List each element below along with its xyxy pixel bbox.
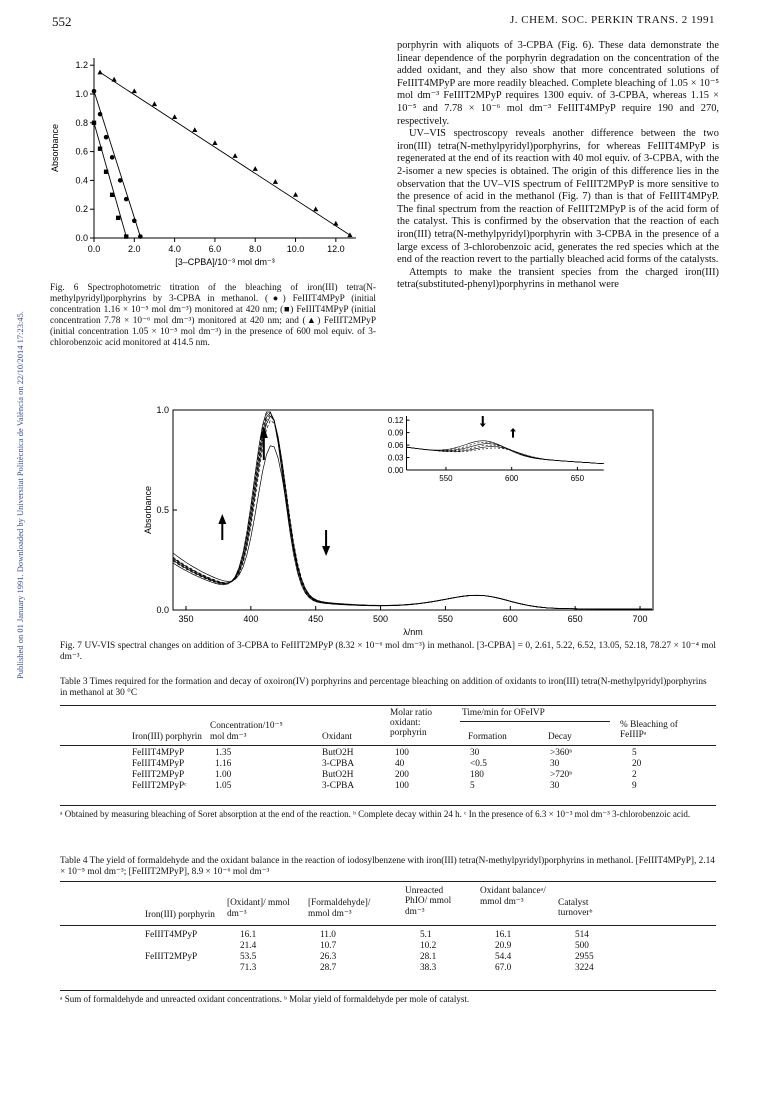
fig6-point-square [92, 121, 96, 125]
t4-h5: Catalyst turnoverᵇ [558, 898, 593, 918]
fig6-caption: Fig. 6 Spectrophotometric titration of the bleaching of iron(III) tetra(N-methylpyridyl)porphyrins by 3-CPBA in methanol. (●) FeIIIT4MPyP (initial concentration 1.16 × 10⁻⁵ mol dm⁻³) monitored at 420 nm; (■) FeIIIT4MPyP (initial concentration 7.78 × 10⁻⁶ mol dm⁻³) monitored at 420 nm; and (▲) FeIIIT2MPyP (initial concentration 1.05 × 10⁻⁵ mol dm⁻³) in the presence of 600 mol equiv. of 3-chlorobenzoic acid monitored at 414.5 nm. [50, 283, 376, 348]
fig6-point-triangle [232, 153, 237, 158]
fig6-xtick-label: 2.0 [128, 244, 141, 254]
table-cell: 1.05 [215, 781, 232, 791]
fig7-inset-arrow-up-head [510, 428, 516, 431]
table4 [60, 884, 716, 973]
fig7-inset-ytick-label: 0.12 [387, 416, 404, 426]
fig7-inset-spectrum-line [407, 447, 604, 464]
table-cell: 5 [632, 748, 637, 758]
fig6-ytick-label: 1.2 [75, 60, 88, 71]
table-cell: 26.3 [320, 952, 337, 962]
fig7-arrow-up-2-head [218, 514, 226, 524]
fig6-point-triangle [172, 114, 177, 119]
t4-h0: Iron(III) porphyrin [145, 910, 215, 920]
fig6-point-triangle [313, 206, 318, 211]
table-cell: 16.1 [495, 930, 512, 940]
table-cell: 9 [632, 781, 637, 791]
table-cell: 3-CPBA [322, 781, 355, 791]
table4-caption: Table 4 The yield of formaldehyde and the oxidant balance in the reaction of iodosylbenzene with iron(III) tetra(N-methylpyridyl)porphyrins in methanol. [FeIIIT4MPyP], 2.14 × 10⁻⁵ mol dm⁻³; [FeIIIT2MPyP], 8.9 × 10⁻⁶ mol dm⁻³ [60, 856, 715, 877]
table-cell: 40 [395, 759, 405, 769]
paragraph-1: porphyrin with aliquots of 3-CPBA (Fig. 6). These data demonstrate the linear dependence of the porphyrin degradation on the concentration of the added oxidant, and they also show that more concentrated solutions of FeIIIT4MPyP are more readily bleached. Complete bleaching of 1.05 × 10⁻⁵ mol dm⁻³ FeIIIT2MPyP requires 1300 equiv. of 3-CPBA, whereas 1.15 × 10⁻⁵ and 7.78 × 10⁻⁶ mol dm⁻³ FeIIIT4MPyP require 190 and 270, respectively. [397, 40, 719, 127]
fig7-inset-ytick-label: 0.09 [387, 428, 404, 438]
fig7-chart [100, 400, 700, 640]
fig6-ytick-label: 1.0 [75, 89, 88, 99]
table-cell: FeIIIT2MPyPᶜ [132, 781, 187, 791]
fig7-spectrum-line [173, 412, 652, 609]
table-cell: 30 [550, 781, 560, 791]
t4-h2: [Formaldehyde]/ mmol dm⁻³ [308, 898, 371, 919]
fig6-ytick-label: 0.0 [75, 233, 88, 243]
fig7-inset-spectrum-line [407, 442, 604, 464]
table-cell: 20.9 [495, 941, 512, 951]
fig6-point-triangle [97, 70, 102, 75]
table-cell: 28.7 [320, 963, 337, 973]
fig7-inset-arrow-down-head [480, 423, 486, 427]
t3-htime: Time/min for OFeIVP [462, 708, 545, 718]
fig7-ytick-label: 0.0 [156, 605, 169, 615]
fig6-xtick-label: 0.0 [87, 244, 101, 254]
fig7-xtick-label: 450 [308, 614, 324, 624]
table3-caption: Table 3 Times required for the formation and decay of oxoiron(IV) porphyrins and percentage bleaching on addition of oxidants to iron(III) tetra(N-methylpyridyl)porphyrins in methanol at 30 °C [60, 677, 707, 698]
fig7-inset-ytick-label: 0.00 [387, 466, 404, 475]
table-row [60, 748, 716, 759]
fig6-point-circle [118, 178, 123, 183]
table-row [60, 952, 716, 963]
fig7-arrow-up-head [260, 426, 268, 438]
fig6-point-circle [98, 112, 103, 117]
table-cell: 71.3 [240, 963, 257, 973]
fig6-point-square [104, 170, 108, 174]
fig6-ylabel: Absorbance [50, 123, 60, 173]
fig6-xtick-label: 4.0 [168, 244, 181, 254]
fig6-point-triangle [333, 221, 338, 226]
fig7-xlabel: λ/nm [403, 627, 423, 637]
fig7-plot-area [143, 405, 653, 637]
fig7-inset-xtick-label: 650 [570, 474, 585, 483]
fig7-xtick-label: 500 [373, 614, 389, 624]
fig7-inset-ytick-label: 0.06 [387, 441, 404, 451]
fig6-point-circle [124, 197, 129, 202]
table-row [60, 941, 716, 952]
table-cell: ButO2H [322, 748, 354, 758]
right-column-text [397, 40, 719, 292]
table-row [60, 963, 716, 974]
fig6-xtick-label: 8.0 [248, 244, 262, 254]
fig7-spectrum-line [173, 414, 652, 609]
fig6-ytick-label: 0.2 [75, 204, 88, 215]
table4-footnote: ᵃ Sum of formaldehyde and unreacted oxidant concentrations. ᵇ Molar yield of formaldehyde per mole of catalyst. [60, 994, 470, 1004]
paragraph-2: UV–VIS spectroscopy reveals another difference between the two iron(III) tetra(N-methylpyridyl)porphyrins, for whereas FeIIIT4MPyP is regenerated at the end of its reaction with 40 mol equiv. of 3-CPBA, with the 2-isomer a new species is obtained. The origin of this difference lies in the observation that the UV–VIS spectrum of FeIIIT2MPyP is more sensitive to the presence of acid in the methanol (Fig. 7) than is that of FeIIIT4MPyP. The final spectrum from the reaction of FeIIIT2MPyP is of the acid form of the catalyst. This is confirmed by the observation that the reaction of each iron(III) tetra(N-methylpyridyl)porphyrin with 3-CPBA in the presence of a large excess of 3-chlorobenzoic acid, generates the red species which at the end of the reaction revert to the partially bleached acid forms of the catalysts. [397, 128, 719, 266]
t4-h1: [Oxidant]/ mmol dm⁻³ [227, 898, 290, 919]
t4-h4: Oxidant balanceᵃ/ mmol dm⁻³ [480, 886, 546, 907]
table-row [60, 781, 716, 792]
table-cell: 16.1 [240, 930, 257, 940]
table-cell: FeIIIT4MPyP [145, 930, 198, 940]
table-row [60, 930, 716, 941]
table-cell: FeIIIT4MPyP [132, 748, 185, 758]
fig7-inset-spectrum-line [407, 447, 604, 464]
t3-h2: Oxidant [322, 732, 352, 742]
fig7-ytick-label: 1.0 [156, 405, 169, 415]
table-cell: 67.0 [495, 963, 512, 973]
fig7-xtick-label: 650 [567, 614, 583, 624]
fig6-point-triangle [152, 101, 157, 106]
table-cell: 100 [395, 781, 409, 791]
fig6-xlabel: [3–CPBA]/10⁻³ mol dm⁻³ [175, 257, 275, 267]
fig7-xtick-label: 400 [243, 614, 259, 624]
fig7-xtick-label: 700 [632, 614, 648, 624]
fig6-point-square [110, 193, 114, 197]
table-cell: 3-CPBA [322, 759, 355, 769]
table3-footnote: ᵃ Obtained by measuring bleaching of Soret absorption at the end of the reaction. ᵇ Complete decay within 24 h. ᶜ In the presence of 6.3 × 10⁻³ mol dm⁻³ 3-chlorobenzoic acid. [60, 809, 691, 819]
fig7-spectrum-line [173, 416, 652, 609]
table-cell: <0.5 [470, 759, 487, 769]
fig6-ytick-label: 0.4 [75, 175, 88, 186]
table-cell: 53.5 [240, 952, 257, 962]
table-cell: 100 [395, 748, 409, 758]
watermark-text: Published on 01 January 1991. Downloaded by Universitat Politècnica de València on 22/10/2014 17:23:45. [15, 311, 25, 679]
table-cell: 500 [575, 941, 589, 951]
t3-h6: % Bleaching of FeIIIPᵃ [620, 720, 678, 740]
fig7-inset-spectrum-line [407, 444, 604, 464]
table-cell: ButO2H [322, 770, 354, 780]
fig7-inset-xtick-label: 550 [439, 474, 453, 483]
fig6-xtick-label: 6.0 [208, 244, 222, 254]
table-cell: 1.00 [215, 770, 232, 780]
fig7-ytick-label: 0.5 [156, 505, 169, 515]
fig6-xtick-label: 12.0 [327, 244, 345, 254]
fig6-point-triangle [212, 140, 217, 145]
fig6-chart [44, 50, 374, 280]
table-cell: 54.4 [495, 952, 512, 962]
fig6-point-triangle [112, 77, 117, 82]
paragraph-3: Attempts to make the transient species from the charged iron(III) tetra(substituted-phenyl)porphyrins in methanol were [397, 266, 719, 291]
running-head: J. CHEM. SOC. PERKIN TRANS. 2 1991 [510, 14, 716, 26]
fig6-point-triangle [253, 166, 258, 171]
table-cell: 21.4 [240, 941, 257, 951]
t3-h4: Formation [468, 732, 507, 742]
fig6-point-triangle [132, 88, 137, 93]
table-cell: 514 [575, 930, 589, 940]
fig6-point-circle [138, 234, 143, 239]
fig6-point-circle [92, 89, 97, 94]
fig7-inset-xtick-label: 600 [505, 474, 519, 483]
fig7-arrow-down-head [322, 546, 330, 556]
fig6-fit-line [100, 72, 350, 235]
t3-h3: Molar ratio oxidant: porphyrin [390, 708, 433, 738]
fig6-point-square [116, 216, 120, 220]
table-cell: 200 [395, 770, 409, 780]
fig7-inset-ytick-label: 0.03 [387, 453, 404, 463]
fig7-xtick-label: 550 [437, 614, 453, 624]
page-number: 552 [52, 14, 72, 29]
table-row [60, 759, 716, 770]
download-watermark [0, 160, 25, 860]
fig6-xtick-label: 10.0 [286, 244, 305, 254]
fig7-frame [173, 410, 653, 610]
table4-body [60, 930, 716, 974]
table-cell: 38.3 [420, 963, 437, 973]
table-cell: FeIIIT2MPyP [132, 770, 185, 780]
table-cell: 30 [470, 748, 480, 758]
table3 [60, 708, 716, 791]
fig6-ytick-label: 0.8 [75, 117, 88, 128]
table-cell: 10.7 [320, 941, 337, 951]
t4-h3: Unreacted PhIO/ mmol dm⁻³ [405, 886, 452, 917]
fig6-point-triangle [273, 179, 278, 184]
fig6-point-circle [132, 218, 137, 223]
table-cell: 5 [470, 781, 475, 791]
fig6-plot-area [50, 58, 356, 267]
t3-h0: Iron(III) porphyrin [132, 732, 202, 742]
table-cell: >720ᵇ [550, 770, 573, 780]
fig6-ytick-label: 0.6 [75, 146, 88, 157]
table3-body [60, 748, 716, 792]
table-cell: 2 [632, 770, 637, 780]
fig7-xtick-label: 350 [178, 614, 194, 624]
table-cell: FeIIIT2MPyP [145, 952, 198, 962]
table-cell: FeIIIT4MPyP [132, 759, 185, 769]
fig6-point-triangle [192, 127, 197, 132]
table-cell: 2955 [575, 952, 594, 962]
fig7-caption: Fig. 7 UV-VIS spectral changes on addition of 3-CPBA to FeIIIT2MPyP (8.32 × 10⁻⁶ mol dm⁻³) in methanol. [3-CPBA] = 0, 2.61, 5.22, 6.52, 13.05, 52.18, 78.27 × 10⁻⁴ mol dm⁻³. [60, 641, 716, 662]
t3-h5: Decay [548, 732, 572, 742]
table-cell: 10.2 [420, 941, 437, 951]
fig7-spectrum-line [173, 413, 652, 609]
fig6-point-square [124, 234, 128, 238]
table-row [60, 770, 716, 781]
table-cell: 30 [550, 759, 560, 769]
table-cell: 1.35 [215, 748, 232, 758]
fig7-xtick-label: 600 [502, 614, 518, 624]
fig6-point-circle [110, 155, 115, 160]
table-cell: 5.1 [420, 930, 432, 940]
t3-h1: Concentration/10⁻⁵ mol dm⁻³ [210, 721, 283, 742]
fig6-point-triangle [347, 232, 352, 237]
table-cell: >360ᵇ [550, 748, 573, 758]
table-cell: 11.0 [320, 930, 336, 940]
table-cell: 1.16 [215, 759, 232, 769]
table-cell: 180 [470, 770, 484, 780]
fig7-inset-spectrum-line [407, 441, 604, 464]
table-cell: 28.1 [420, 952, 437, 962]
fig6-point-square [98, 147, 102, 151]
fig7-spectrum-line [173, 412, 652, 609]
fig7-spectrum-line [173, 420, 652, 609]
table-cell: 3224 [575, 963, 594, 973]
fig6-point-triangle [293, 192, 298, 197]
table-cell: 20 [632, 759, 642, 769]
fig7-ylabel: Absorbance [143, 485, 153, 535]
fig6-point-circle [104, 135, 109, 140]
